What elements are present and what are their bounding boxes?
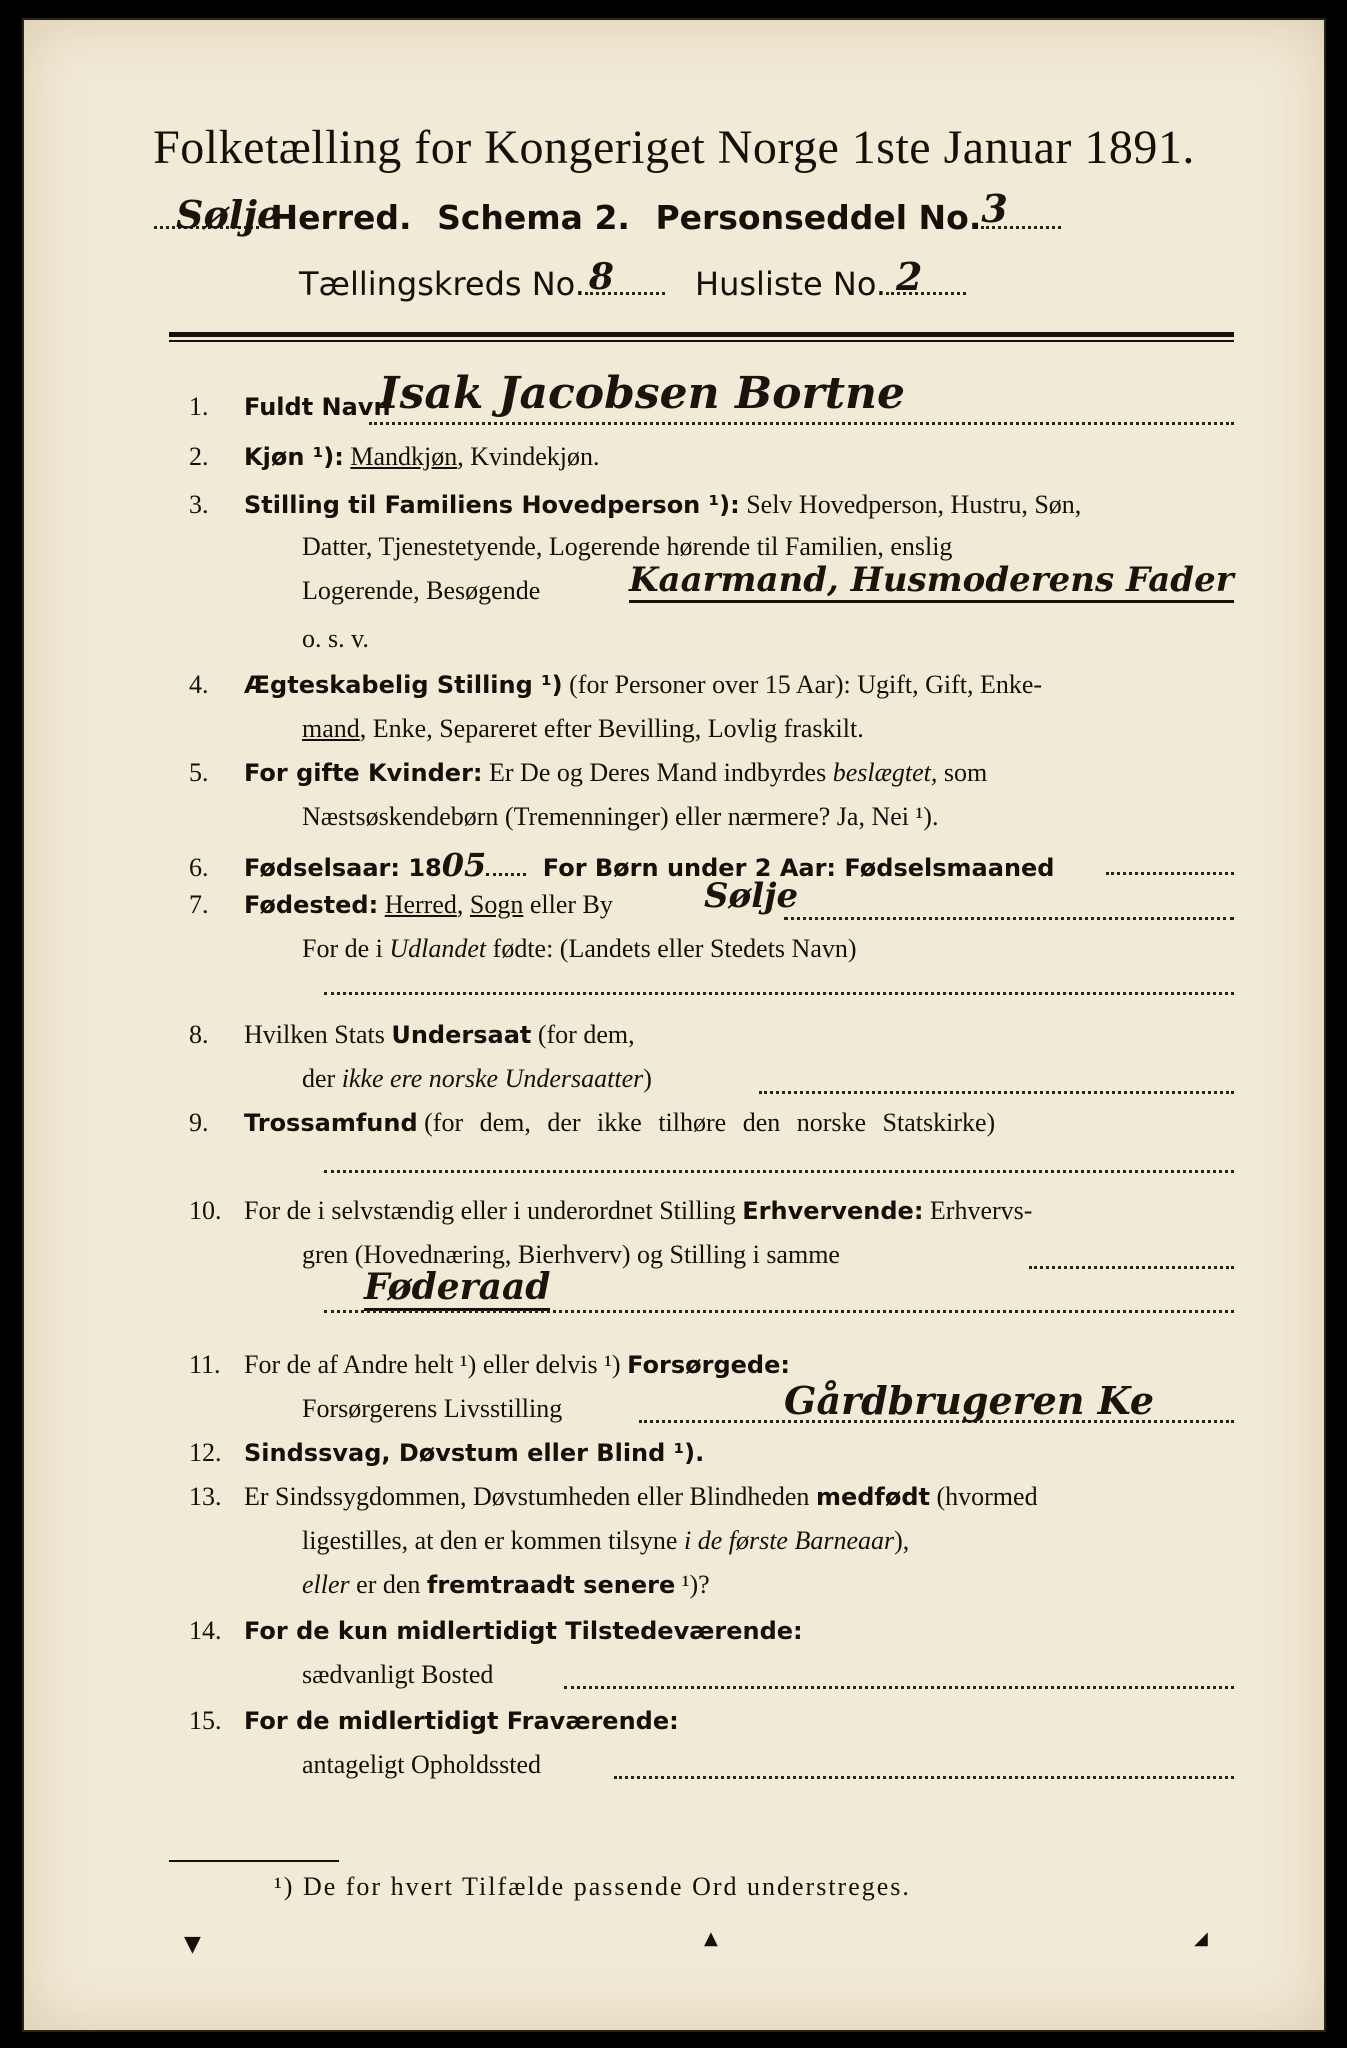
field-8 <box>189 1020 635 1050</box>
field-1-dotline <box>369 422 1234 425</box>
header-rule-thin <box>169 340 1234 342</box>
field-13-text2-italic: i de første Barneaar <box>683 1526 895 1555</box>
field-14-label: For de kun midlertidigt Tilstedeværende: <box>244 1617 803 1645</box>
form-title: Folketælling for Kongeriget Norge 1ste Januar 1891. <box>153 121 1195 174</box>
field-5-label: For gifte Kvinder: <box>244 759 483 787</box>
field-2-label: Kjøn ¹): <box>244 443 344 471</box>
kreds-label: Tællingskreds No. <box>299 265 585 303</box>
field-12-num: 12. <box>189 1438 222 1467</box>
field-5-num: 5. <box>189 758 209 787</box>
field-10-num: 10. <box>189 1196 222 1225</box>
header-rule <box>169 332 1234 337</box>
field-9-text1: (for dem, der ikke tilhøre den norske Statskirke) <box>424 1108 996 1137</box>
field-3 <box>189 490 1081 520</box>
field-1 <box>189 392 391 422</box>
personseddel-value: 3 <box>981 186 1008 231</box>
field-2-opt-mand: Mandkjøn <box>350 442 458 471</box>
field-7-opt-sogn: Sogn <box>469 890 524 919</box>
field-7-blank-line <box>324 992 1234 995</box>
field-4-num: 4. <box>189 670 209 699</box>
field-13-num: 13. <box>189 1482 222 1511</box>
schema-label: Schema 2. <box>437 198 630 237</box>
field-13-text1: Er Sindssygdommen, Døvstumheden eller Blindheden <box>244 1482 810 1511</box>
field-4-label: Ægteskabelig Stilling ¹) <box>244 671 563 699</box>
field-7-num: 7. <box>189 890 209 919</box>
field-4 <box>189 670 1042 700</box>
field-9 <box>189 1108 995 1138</box>
field-8-label: Hvilken Stats <box>244 1020 385 1049</box>
herred-label: Herred. <box>270 198 412 237</box>
field-1-label: Fuldt Navn <box>244 393 391 421</box>
field-3-value: Kaarmand, Husmoderens Fader <box>629 560 1234 603</box>
field-13-text1b: (hvormed <box>936 1482 1038 1511</box>
field-7-text2-italic: Udlandet <box>389 934 487 963</box>
field-6-label: Fødselsaar: 18 <box>244 854 442 882</box>
field-8-num: 8. <box>189 1020 209 1049</box>
field-13 <box>189 1482 1038 1512</box>
field-13-text3: er den <box>356 1570 421 1599</box>
field-7-dotline <box>784 917 1234 920</box>
kreds-line <box>299 254 966 303</box>
herred-line <box>154 186 1061 237</box>
footnote: ¹) De for hvert Tilfælde passende Ord understreges. <box>274 1872 911 1901</box>
field-9-label: Trossamfund <box>244 1109 418 1137</box>
field-5-text1-italic: beslægtet, <box>832 758 938 787</box>
field-15 <box>189 1706 679 1736</box>
field-4-opt-enkemand: mand <box>302 714 360 743</box>
field-13-line2 <box>302 1526 909 1556</box>
census-form <box>22 18 1326 2032</box>
field-8-dotline <box>759 1091 1234 1094</box>
field-1-num: 1. <box>189 392 209 421</box>
field-7-text2b: fødte: (Landets eller Stedets Navn) <box>492 934 857 963</box>
field-13-label2: fremtraadt senere <box>426 1571 676 1599</box>
field-11-text1: For de af Andre helt ¹) eller delvis ¹) <box>244 1350 621 1379</box>
husliste-label: Husliste No. <box>695 265 887 303</box>
field-13-text2b: ), <box>894 1526 910 1555</box>
field-14-text2: sædvanligt Bosted <box>302 1660 494 1689</box>
field-13-text3-italic: eller <box>302 1570 350 1599</box>
field-15-dotline <box>614 1776 1234 1779</box>
field-8-text2-italic: ikke ere norske Undersaatter <box>341 1064 644 1093</box>
field-5-text1-end: som <box>943 758 988 787</box>
field-15-label: For de midlertidigt Fraværende: <box>244 1707 679 1735</box>
field-3-text2: Datter, Tjenestetyende, Logerende hørende til Familien, enslig <box>302 532 953 561</box>
field-6-value: 05 <box>441 846 487 884</box>
field-15-num: 15. <box>189 1706 222 1735</box>
field-11-value: Gårdbrugeren Ke <box>784 1378 1155 1423</box>
field-14 <box>189 1616 803 1646</box>
field-7-label: Fødested: <box>244 891 379 919</box>
field-7-value: Sølje <box>704 876 799 916</box>
field-7-text: eller By <box>529 890 613 919</box>
field-6-text2: For Børn under 2 Aar: Fødselsmaaned <box>542 854 1055 882</box>
binding-mark-icon: ▼ <box>184 1932 201 1957</box>
field-11-text2: Forsørgerens Livsstilling <box>302 1394 563 1423</box>
field-14-dotline <box>564 1686 1234 1689</box>
field-2-opt-kvinde: Kvindekjøn. <box>470 442 600 471</box>
field-8-text1: (for dem, <box>537 1020 635 1049</box>
field-7-line2 <box>302 934 857 964</box>
field-10 <box>189 1196 1032 1226</box>
field-8-text2b: ) <box>643 1064 652 1093</box>
field-10-dotline <box>1029 1266 1234 1269</box>
field-10-text1b: Erhvervs- <box>929 1196 1033 1225</box>
field-4-text1: (for Personer over 15 Aar): Ugift, Gift, Enke- <box>569 670 1043 699</box>
field-5-text1: Er De og Deres Mand indbyrdes <box>489 758 827 787</box>
field-10-text1: For de i selvstændig eller i underordnet Stilling <box>244 1196 736 1225</box>
field-2-sep: , <box>457 442 471 471</box>
field-8-text2a: der <box>302 1064 336 1093</box>
husliste-value: 2 <box>896 254 923 299</box>
binding-mark-icon: ▲ <box>704 1928 718 1949</box>
field-3-label: Stilling til Familiens Hovedperson ¹): <box>244 491 740 519</box>
field-3-text3: Logerende, Besøgende <box>302 576 541 605</box>
field-9-blank-line <box>324 1170 1234 1173</box>
field-4-text2: , Enke, Separeret efter Bevilling, Lovlig fraskilt. <box>359 714 864 743</box>
field-13-text2a: ligestilles, at den er kommen tilsyne <box>302 1526 678 1555</box>
kreds-value: 8 <box>588 256 614 298</box>
field-3-text1: Selv Hovedperson, Hustru, Søn, <box>746 490 1082 519</box>
field-7: 7. Fødested: Herred, Sogn eller By <box>189 890 613 919</box>
field-10-label: Erhvervende: <box>742 1197 924 1225</box>
field-11-num: 11. <box>189 1350 221 1379</box>
field-11-label: Forsørgede: <box>627 1351 790 1379</box>
field-7-text2a: For de i <box>302 934 383 963</box>
field-6 <box>189 846 1054 884</box>
field-10-value: Føderaad <box>364 1266 550 1311</box>
field-8-label-bold: Undersaat <box>391 1021 532 1049</box>
field-3-num: 3. <box>189 490 209 519</box>
field-15-text2: antageligt Opholdssted <box>302 1750 542 1779</box>
field-12 <box>189 1438 704 1468</box>
field-7-opt-herred: Herred <box>384 890 457 919</box>
herred-value: Sølje <box>176 192 282 237</box>
field-4-line2 <box>302 714 864 744</box>
field-3-text4: o. s. v. <box>302 624 369 653</box>
footnote-rule <box>169 1860 339 1862</box>
field-13-label: medfødt <box>815 1483 930 1511</box>
personseddel-label: Personseddel No. <box>655 198 982 237</box>
field-10-blank-line <box>324 1310 1234 1313</box>
field-12-label: Sindssvag, Døvstum eller Blind ¹). <box>244 1439 705 1467</box>
field-6-num: 6. <box>189 853 209 882</box>
field-8-line2 <box>302 1064 652 1094</box>
field-2 <box>189 442 600 472</box>
field-1-value: Isak Jacobsen Bortne <box>379 368 906 419</box>
field-5 <box>189 758 987 788</box>
field-5-text2: Næstsøskendebørn (Tremenninger) eller nærmere? Ja, Nei ¹). <box>302 802 939 831</box>
binding-mark-icon: ◢ <box>1194 1928 1208 1949</box>
field-6-dotline <box>1106 872 1234 875</box>
field-2-num: 2. <box>189 442 209 471</box>
field-13-line3 <box>302 1570 710 1600</box>
field-14-num: 14. <box>189 1616 222 1645</box>
field-11 <box>189 1350 790 1380</box>
field-13-text3b: ¹)? <box>681 1570 710 1599</box>
field-9-num: 9. <box>189 1108 209 1137</box>
field-10-text2: gren (Hovednæring, Bierhverv) og Stilling i samme <box>302 1240 840 1269</box>
